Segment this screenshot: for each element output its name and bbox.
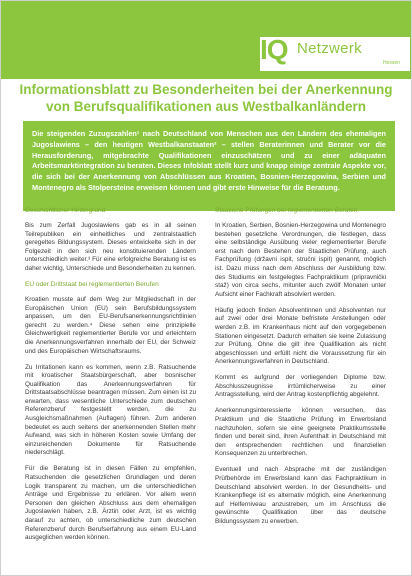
paragraph: Häufig jedoch finden Absolventinnen und Absolventen nur auf zwei oder drei Monate befristete Anstellungen oder werden z.B. im Krankenhaus nicht auf den vorgegebenen Stationen eingesetzt. Dadurch erhalten sie keine Zulassung zur Prüfung. Ohne die gilt ihre Qualifikation als nicht abgeschlossen und erfüllt nicht die Voraussetzung für ein Anerkennungsverfahren in Deutschland. [215, 306, 386, 366]
section-heading-history: Geschichtlicher Hintergrund [25, 207, 106, 214]
iq-netzwerk-logo [260, 34, 410, 71]
paragraph: Zu Irritationen kann es kommen, wenn z.B. Ratsuchende mit kroatischer Staatsbürgerschaft, aber bosnischer Qualifikation das Anerkennungsverfahren für Drittstaatsabschlüsse beantragen müssen. Zum einen ist zu erwarten, dass wesentliche Unterschiede zum deutschen Referenzberuf festgestellt werden, die zu Ausgleichsmaßnahmen (Auflagen) führen. Zum anderen bedeutet es auch seitens der anerkennenden Stellen mehr Aufwand, was sich in höheren Kosten sowie Umfang der einzureichenden Dokumente für Ratsuchende niederschlägt. [25, 363, 196, 457]
paragraph: Bis zum Zerfall Jugoslawiens gab es in all seinen Teilrepubliken ein einheitliches und zentralstaatlich geregeltes Bildungssystem. Dieses entwickelte sich in der Folgezeit in den sich neu konstituierenden Ländern unterschiedlich weiter.³ Für eine erfolgreiche Beratung ist es daher wichtig, Unterschiede und Besonderheiten zu kennen. [25, 222, 196, 272]
title-line-2: von Berufsqualifikationen aus Westbalkanländern [45, 99, 367, 114]
logo-mark: IQ [260, 34, 288, 65]
lead-box: Die steigenden Zuzugszahlen¹ nach Deutschland von Menschen aus den Ländern des ehemaligen Jugoslawiens – den heutigen Westbalkanstaaten² – stellen Beraterinnen und Berater vor die Herausforderung, mitgebrachte Qualifikationen einzuschätzen und zu einer adäquaten Arbeitsmarktintegration zu beraten. Dieses Infoblatt stellt kurz und knapp einige zentrale Aspekte vor, die sich bei der Anerkennung von Abschlüssen aus Kroatien, Bosnien-Herzegowina, Serbien und Montenegro als Stolpersteine erweisen können und gibt erste Hinweise für die Beratung. [23, 121, 395, 211]
logo-wordmark: Netzwerk [297, 40, 362, 57]
paragraph: Kommt es aufgrund der vorliegenden Diplome bzw. Abschlusszeugnisse irrtümlicherweise zu einer Antragsstellung, wird der Antrag kostenpflichtig abgelehnt. [215, 374, 386, 399]
paragraph: Für die Beratung ist in diesen Fällen zu empfehlen, Ratsuchenden die gesetzlichen Grundlagen und deren Logik transparent zu machen, um die unterschiedlichen Anträge und Ergebnisse zu erklären. Vor allem wenn Personen den gleichen Abschluss aus dem ehemaligen Jugoslawien haben, z.B. Ärztin oder Arzt, ist es wichtig darauf zu achten, ob unterschiedliche zum deutschen Referenzberuf durch Berufserfahrung aus einem EU-Land ausgeglichen werden können. [25, 465, 196, 542]
section-heading-eu-third-country: EU oder Drittstaat bei reglementierten Berufen [25, 280, 159, 288]
paragraph: Eventuell und nach Absprache mit der zuständigen Prüfbehörde im Erwerbsland kann das Fachpraktikum in Deutschland absolviert werden. In der Gesundheits- und Krankenpflege ist es alternativ möglich, eine Anerkennung auf Helferniveau anzustreben, um im Anschluss die gewünschte Qualifikation über das deutsche Bildungssystem zu erwerben. [215, 466, 386, 525]
title-line-1: Informationsblatt zu Besonderheiten bei der Anerkennung [19, 82, 393, 97]
paragraph: Anerkennungsinteressierte können versuchen, das Praktikum und die Staatliche Prüfung im Erwerbsland nachzuholen, sofern sie eine geeignete Praktikumsstelle finden und bereit sind, ihren Aufenthalt in Deutschland mit den entsprechenden rechtlichen und finanziellen Konsequenzen zu unterbrechen. [215, 407, 386, 458]
logo-region: Hessen [383, 60, 400, 66]
page-title [1, 81, 411, 115]
left-column [25, 207, 196, 550]
right-column [215, 207, 386, 534]
header-banner [1, 1, 411, 79]
paragraph: Kroatien musste auf dem Weg zur Mitgliedschaft in der Europäischen Union (EU) sein Berufsbildungssystem anpassen, um den EU-Berufsanerkennungsrichtlinien gerecht zu werden.⁴ Diese sehen eine prinzipielle Gleichwertigkeit reglementierter Berufe vor und erleichtern die Anerkennungsverfahren innerhalb der EU, der Schweiz und des Europäischen Wirtschaftsraums. [25, 295, 196, 355]
section-heading-state-exams: Staatliche Prüfungen bei reglementierten Berufen [215, 207, 358, 214]
paragraph: In Kroatien, Serbien, Bosnien-Herzegowina und Montenegro bestehen gesetzliche Verordnungen, die festlegen, dass eine selbständige Ausübung vieler reglementierter Berufe erst nach dem Bestehen der Staatlichen Prüfung, auch Fachprüfung (državni ispit, stručni ispit) genannt, möglich ist. Dazu muss nach dem Abschluss der Ausbildung bzw. des Studiums ein festgelegtes Fachpraktikum (pripravnički staž) von circa sechs, mitunter auch zwölf Monaten unter Aufsicht einer Fachkraft absolviert werden. [215, 222, 386, 298]
